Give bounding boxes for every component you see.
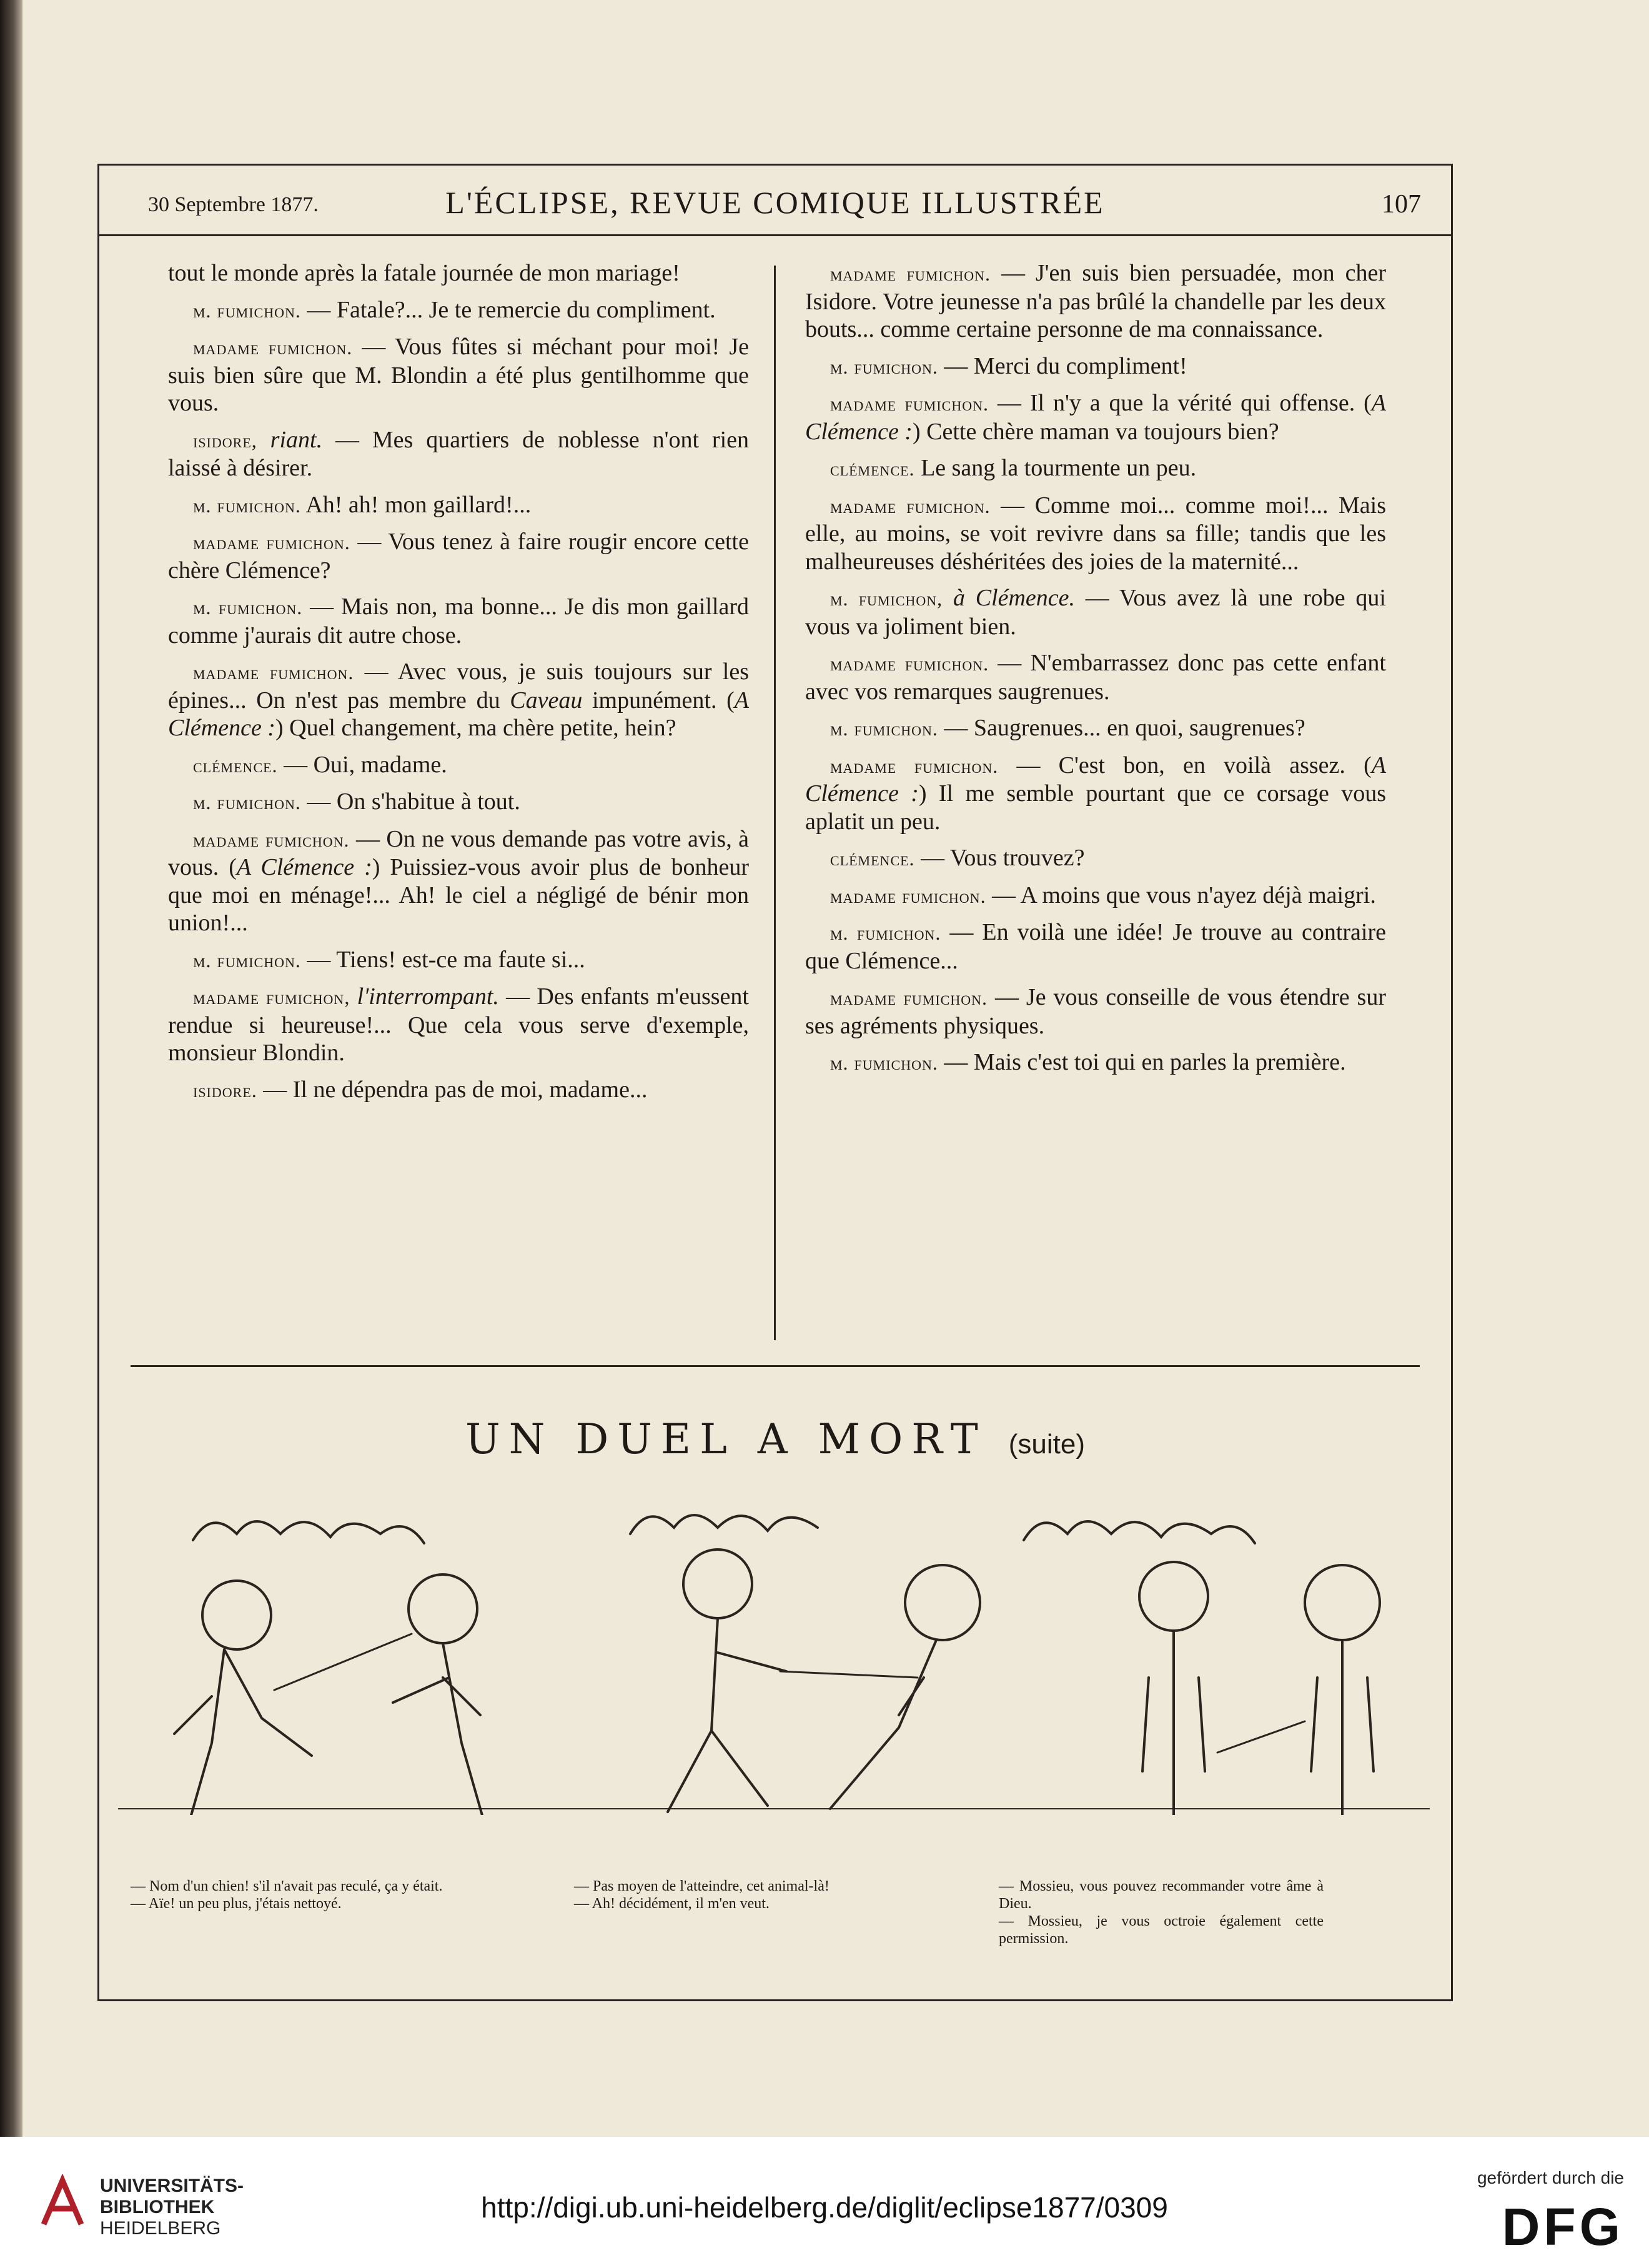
stage-direction: riant. [257, 426, 323, 453]
dialogue-line: madame fumichon. — Avec vous, je suis toujours sur les épines... On n'est pas membre du Caveau impunément. (A Clémence :) Quel changement, ma chère petite, hein? [168, 659, 749, 741]
speaker: madame fumichon. [830, 754, 999, 777]
speaker: m. fumichon. [830, 355, 938, 378]
speaker: madame fumichon. [193, 661, 354, 684]
speaker: m. fumichon. [830, 922, 941, 944]
stage-direction: A Clémence : [805, 752, 1386, 807]
stage-direction: à Clémence. [943, 585, 1076, 611]
dialogue-line: clémence. — Vous trouvez? [830, 845, 1085, 871]
dialogue-line: isidore, riant. — Mes quartiers de noblesse n'ont rien laissé à désirer. [168, 426, 749, 481]
speaker: madame fumichon. [193, 531, 350, 554]
speaker: m. fumichon. [193, 948, 301, 972]
dialogue-line: madame fumichon. — N'embarrassez donc pas cette enfant avec vos remarques saugrenues. [805, 650, 1386, 705]
speaker: madame fumichon. [830, 652, 989, 675]
dialogue-line: isidore. — Il ne dépendra pas de moi, madame... [193, 1076, 648, 1103]
speaker: m. fumichon. [193, 596, 303, 619]
dialogue-line: m. fumichon. Ah! ah! mon gaillard!... [193, 491, 532, 518]
stage-direction: A Clémence : [805, 390, 1386, 445]
dialogue-line: m. fumichon. — Merci du compliment! [830, 352, 1187, 379]
speaker: madame fumichon. [830, 987, 988, 1009]
dialogue-line: madame fumichon. — Vous fûtes si méchant pour moi! Je suis bien sûre que M. Blondin a été plus gentilhomme que vous. [168, 334, 749, 416]
speaker: madame fumichon. [830, 884, 986, 907]
dialogue-line: madame fumichon. — J'en suis bien persuadée, mon cher Isidore. Votre jeunesse n'a pas brûlé la chandelle par les deux bouts... comme certaine personne de ma connaissance. [805, 260, 1386, 342]
scan-edge [0, 0, 22, 2137]
journal-page [22, 0, 1649, 2137]
panel-2-figures [668, 1549, 980, 1812]
panel-3-figures [1139, 1562, 1380, 1815]
section-rule [131, 1365, 1420, 1367]
issue-date: 30 Septembre 1877. [148, 193, 319, 216]
dialogue-line: madame fumichon. — A moins que vous n'ayez déjà maigri. [830, 882, 1376, 908]
dialogue-line: m. fumichon. — Tiens! est-ce ma faute si... [193, 946, 585, 973]
speaker: m. fumichon. [193, 299, 301, 322]
cartoon-title: UN DUEL A MORT (suite) [465, 1415, 1085, 1463]
dialogue-line: m. fumichon. — Mais non, ma bonne... Je dis mon gaillard comme j'aurais dit autre chose. [168, 594, 749, 649]
text-column-left [168, 259, 749, 1113]
cartoon-subtitle: (suite) [1008, 1429, 1085, 1460]
dialogue-line: madame fumichon. — Vous tenez à faire rougir encore cette chère Clémence? [168, 529, 749, 584]
speaker: m. fumichon. [830, 1052, 938, 1074]
page-number: 107 [1382, 190, 1421, 219]
dialogue-line: m. fumichon. — En voilà une idée! Je trouve au contraire que Clémence... [805, 919, 1386, 974]
permalink-url[interactable]: http://digi.ub.uni-heidelberg.de/diglit/eclipse1877/0309 [481, 2191, 1168, 2224]
caption-panel-1: — Nom d'un chien! s'il n'avait pas reculé, ça y était. — Aïe! un peu plus, j'étais nettoyé. [131, 1878, 443, 1912]
journal-title: L'ÉCLIPSE, REVUE COMIQUE ILLUSTRÉE [445, 185, 1105, 220]
speaker: clémence. [830, 457, 915, 480]
stage-direction: l'interrompant. [350, 983, 499, 1010]
speaker: isidore. [193, 1078, 257, 1102]
panel-1-figures [174, 1574, 487, 1815]
speaker: madame fumichon. [193, 336, 353, 359]
speaker: madame fumichon. [830, 494, 991, 517]
speaker: m. fumichon. [830, 717, 938, 740]
speaker: m. fumichon. [193, 791, 301, 813]
running-header [99, 166, 1451, 236]
speaker: clémence. [830, 847, 915, 870]
speaker: isidore, [193, 429, 257, 452]
dialogue-line: m. fumichon. — On s'habitue à tout. [193, 788, 520, 815]
dialogue-line: madame fumichon, l'interrompant. — Des enfants m'eussent rendue si heureuse!... Que cela vous serve d'exemple, monsieur Blondin. [168, 983, 749, 1066]
dialogue-line: m. fumichon. — Mais c'est toi qui en parles la première. [830, 1049, 1346, 1075]
speaker: madame fumichon, [193, 986, 350, 1008]
stage-direction: A Clémence : [168, 687, 749, 741]
dialogue-line: m. fumichon. — Saugrenues... en quoi, saugrenues? [830, 715, 1305, 741]
speaker: madame fumichon. [830, 262, 991, 285]
dialogue-line: clémence. Le sang la tourmente un peu. [830, 455, 1197, 481]
speaker: clémence. [193, 754, 278, 777]
caption-panel-2: — Pas moyen de l'atteindre, cet animal-là! — Ah! décidément, il m'en veut. [574, 1878, 829, 1912]
caption-panel-3: — Mossieu, vous pouvez recommander votre âme à Dieu. — Mossieu, je vous octroie également cette permission. [999, 1878, 1324, 1947]
dialogue-line: madame fumichon. — Comme moi... comme moi!... Mais elle, au moins, se voit revivre dans sa fille; tandis que les malheureuses déshéritées des joies de la maternité... [805, 492, 1386, 575]
stage-direction: A Clémence : [236, 854, 372, 880]
dialogue-line: m. fumichon. — Fatale?... Je te remercie du compliment. [193, 296, 716, 323]
paragraph: tout le monde après la fatale journée de mon mariage! [168, 260, 680, 286]
dialogue-line: madame fumichon. — Il n'y a que la vérité qui offense. (A Clémence :) Cette chère maman va toujours bien? [805, 390, 1386, 445]
text-column-right [805, 259, 1386, 1086]
page-frame [97, 164, 1453, 2001]
speaker: madame fumichon. [830, 392, 989, 415]
dialogue-line: m. fumichon, à Clémence. — Vous avez là une robe qui vous va joliment bien. [805, 585, 1386, 640]
funding-note: gefördert durch die [1477, 2168, 1624, 2187]
digitization-footer [0, 2137, 1649, 2268]
library-name: UNIVERSITÄTS- BIBLIOTHEK HEIDELBERG [100, 2176, 244, 2239]
dialogue-line: madame fumichon. — On ne vous demande pas votre avis, à vous. (A Clémence :) Puissiez-vous avoir plus de bonheur que moi en ménage!... Ah! le ciel a négligé de bénir mon union!... [168, 825, 749, 936]
dialogue-line: madame fumichon. — Je vous conseille de vous étendre sur ses agréments physiques. [805, 984, 1386, 1039]
dfg-logo: DFG [1502, 2197, 1624, 2256]
duel-illustration [118, 1490, 1430, 1815]
speaker: m. fumichon. [193, 494, 301, 517]
dialogue-line: clémence. — Oui, madame. [193, 751, 447, 778]
speaker: madame fumichon. [193, 828, 350, 851]
column-rule [774, 266, 776, 1340]
dialogue-line: madame fumichon. — C'est bon, en voilà assez. (A Clémence :) Il me semble pourtant que ce corsage vous aplatit un peu. [805, 752, 1386, 835]
speaker: m. fumichon, [830, 587, 943, 610]
